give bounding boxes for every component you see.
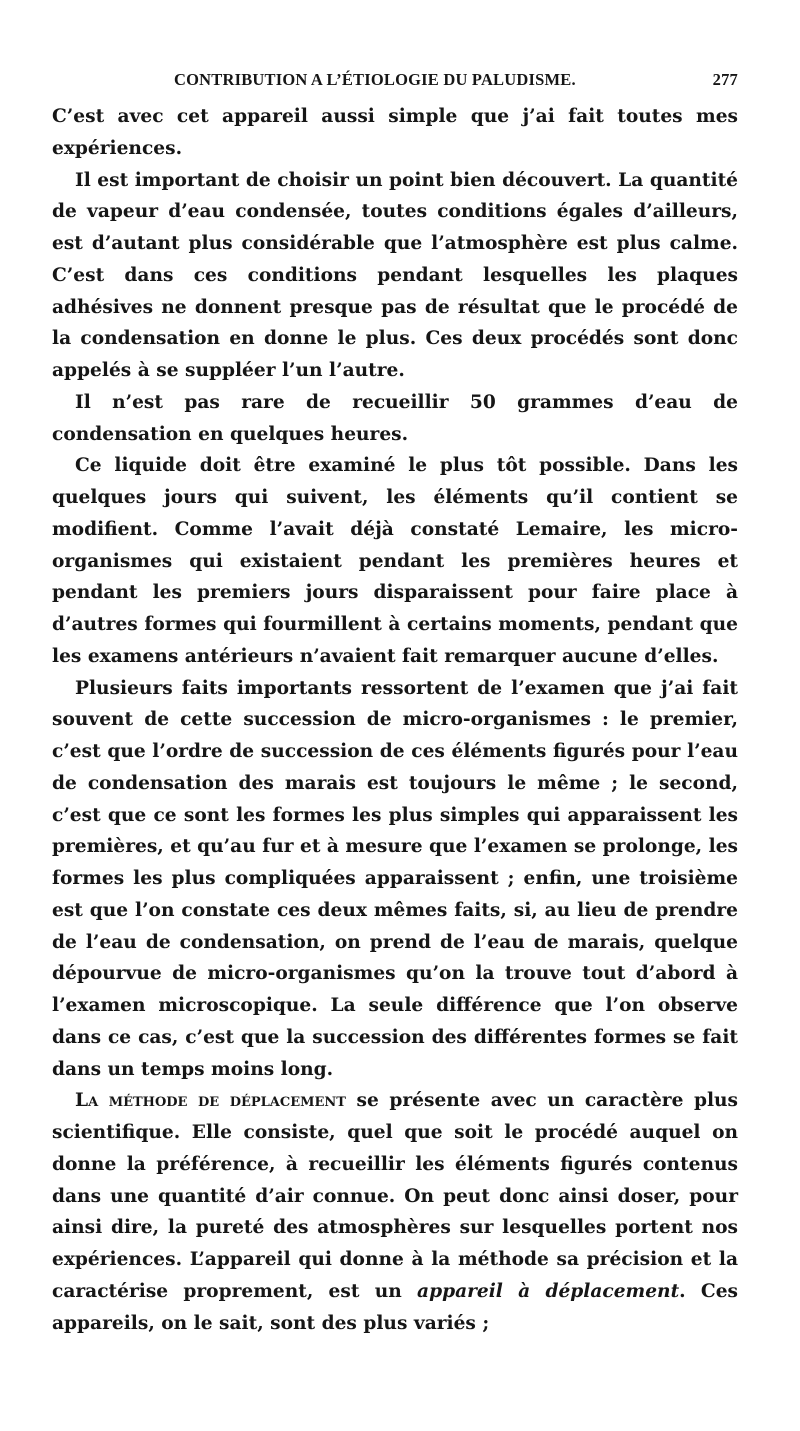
paragraph-6-text-b: . Ces appareils, on le sait, sont des plus variés ; [52,1280,738,1334]
paragraph-2: Il est important de choisir un point bien découvert. La quantité de vapeur d’eau condensée, toutes conditions égales d’ailleurs, est d’autant plus considérable que l’atmosphère est plus calme. C’est dans ces conditions pendant lesquelles les plaques adhésives ne donnent presque pas de résultat que le procédé de la condensation en donne le plus. Ces deux procédés sont donc appelés à se suppléer l’un l’autre. [52,169,738,381]
page-number: 277 [712,70,738,89]
running-head [52,70,738,98]
section-lead-smallcaps: La méthode de déplacement [75,1090,346,1112]
paragraph-6 [52,1085,738,1339]
paragraph-5: Plusieurs faits importants ressortent de l’examen que j’ai fait souvent de cette succession de micro-organismes : le premier, c’est que l’ordre de succession de ces éléments figurés pour l’eau de condensation des marais est toujours le même ; le second, c’est que ce sont les formes les plus simples qui apparaissent les premières, et qu’au fur et à mesure que l’examen se prolonge, les formes les plus compliquées apparaissent ; enfin, une troisième est que l’on constate ces deux mêmes faits, si, au lieu de prendre de l’eau de condensation, on prend de l’eau de marais, quelque dépourvue de micro-organismes qu’on la trouve tout d’abord à l’examen microscopique. La seule différence que l’on observe dans ce cas, c’est que la succession des différentes formes se fait dans un temps moins long. [52,677,738,1080]
paragraph-6-text-a: se présente avec un caractère plus scientifique. Elle consiste, quel que soit le procédé auquel on donne la préférence, à recueillir les éléments figurés contenus dans une quantité d’air connue. On peut donc ainsi doser, pour ainsi dire, la pureté des atmosphères sur lesquelles portent nos expériences. L’appareil qui donne à la méthode sa précision et la caractérise proprement, est un [52,1090,739,1302]
paragraph-1: C’est avec cet appareil aussi simple que j’ai fait toutes mes expériences. [52,106,738,159]
running-title: CONTRIBUTION A L’ÉTIOLOGIE DU PALUDISME. [174,70,576,89]
paragraph-4: Ce liquide doit être examiné le plus tôt possible. Dans les quelques jours qui suivent, les éléments qu’il contient se modifient. Comme l’avait déjà constaté Lemaire, les micro-organismes qui existaient pendant les premières heures et pendant les premiers jours disparaissent pour faire place à d’autres formes qui fourmillent à certains moments, pendant que les examens antérieurs n’avaient fait remarquer aucune d’elles. [52,455,738,667]
italic-term: appareil à déplacement [417,1280,680,1302]
book-page [52,70,738,1339]
body-text [52,101,738,1339]
paragraph-3: Il n’est pas rare de recueillir 50 grammes d’eau de condensation en quelques heures. [52,391,738,445]
